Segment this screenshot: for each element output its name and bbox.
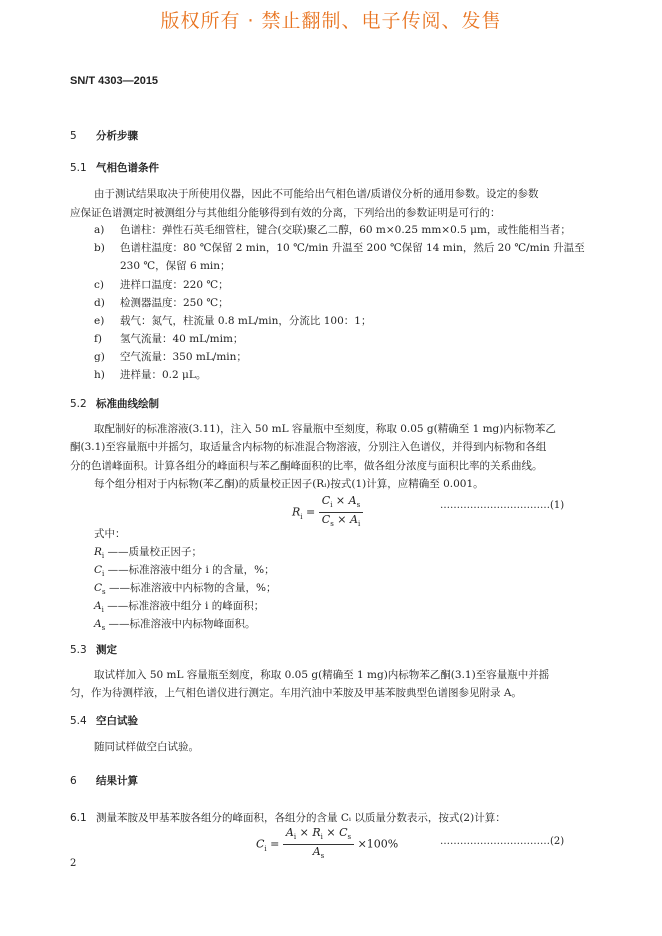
definition-line: $R_i$ ——质量校正因子；: [94, 546, 202, 561]
section-title: 气相色谱条件: [96, 162, 159, 174]
section-number: 5.4: [70, 715, 87, 727]
equation-number: ……………………………(2): [440, 836, 565, 847]
definition-line: $A_s$ ——标准溶液中内标物峰面积。: [94, 618, 256, 633]
definition-line: $C_i$ ——标准溶液中组分 i 的含量，%；: [94, 564, 275, 579]
section-5-3-heading: [70, 642, 117, 657]
section-title: 空白试验: [96, 715, 138, 727]
paragraph-line: 每个组分相对于内标物(苯乙酮)的质量校正因子(Rᵢ)按式(1)计算，应精确至 0.001。: [94, 478, 484, 490]
formula-tail: ×100%: [357, 837, 399, 851]
paragraph-line: 酮(3.1)至容量瓶中并摇匀，取适量含内标物的标准混合物溶液，分别注入色谱仪，并得到内标物和各组: [70, 441, 547, 453]
page-number: 2: [70, 858, 77, 869]
paragraph-line: 分的色谱峰面积。计算各组分的峰面积与苯乙酮峰面积的比率，做各组分浓度与面积比率的关系曲线。: [70, 460, 543, 472]
where-label: 式中：: [94, 528, 126, 540]
section-6-heading: [70, 773, 138, 788]
formula-1: $R_i$ = $\frac{C_i \times A_s}{C_s \times A_i}$: [292, 494, 363, 531]
list-item: b) 色谱柱温度：80 ℃保留 2 min，10 ℃/min 升温至 200 ℃保留 14 min，然后 20 ℃/min 升温至: [94, 242, 585, 254]
section-5-heading: [70, 128, 138, 143]
list-item: a) 色谱柱：弹性石英毛细管柱，键合(交联)聚乙二醇，60 m×0.25 mm×0.5 μm，或性能相当者；: [94, 224, 571, 236]
section-title: 结果计算: [96, 775, 138, 787]
section-title: 标准曲线绘制: [96, 398, 159, 410]
standard-number: SN/T 4303—2015: [70, 75, 159, 87]
list-item: g) 空气流量：350 mL/min；: [94, 351, 247, 363]
paragraph-text: 测量苯胺及甲基苯胺各组分的峰面积，各组分的含量 Cᵢ 以质量分数表示，按式(2)计算：: [96, 812, 506, 824]
section-number: 6.1: [70, 812, 87, 824]
section-number: 5: [70, 130, 77, 142]
section-number: 5.1: [70, 162, 87, 174]
section-5-2-heading: [70, 396, 159, 411]
definition-line: $A_i$ ——标准溶液中组分 i 的峰面积；: [94, 600, 265, 615]
paragraph-line: 随同试样做空白试验。: [94, 741, 199, 753]
section-number: 5.2: [70, 398, 87, 410]
formula-2: $C_i$ = $\frac{A_i \times R_i \times C_s}{A_s}$ ×100%: [256, 826, 399, 861]
paragraph-line: 取试样加入 50 mL 容量瓶至刻度，称取 0.05 g(精确至 1 mg)内标物苯乙酮(3.1)至容量瓶中并摇: [94, 669, 550, 681]
paragraph-line: 由于测试结果取决于所使用仪器，因此不可能给出气相色谱/质谱仪分析的通用参数。设定的参数: [94, 188, 539, 200]
list-item: d) 检测器温度：250 ℃；: [94, 297, 229, 309]
section-number: 6: [70, 775, 77, 787]
list-item: e) 载气：氮气，柱流量 0.8 mL/min，分流比 100：1；: [94, 315, 372, 327]
section-number: 5.3: [70, 644, 87, 656]
section-title: 测定: [96, 644, 117, 656]
paragraph-line: 取配制好的标准溶液(3.11)，注入 50 mL 容量瓶中至刻度，称取 0.05 g(精确至 1 mg)内标物苯乙: [94, 423, 556, 435]
list-item: f) 氢气流量：40 mL/mim；: [94, 333, 244, 345]
section-5-1-heading: [70, 160, 159, 175]
definition-line: $C_s$ ——标准溶液中内标物的含量，%；: [94, 582, 277, 597]
paragraph-line: 匀，作为待测样液，上气相色谱仪进行测定。车用汽油中苯胺及甲基苯胺典型色谱图参见附录 A。: [70, 687, 522, 699]
paragraph-line: 应保证色谱测定时被测组分与其他组分能够得到有效的分离，下列给出的参数证明是可行的：: [70, 207, 501, 219]
section-title: 分析步骤: [96, 130, 138, 142]
list-item: 230 ℃，保留 6 min；: [120, 260, 231, 272]
list-item: c) 进样口温度：220 ℃；: [94, 279, 229, 291]
section-6-1-line: [70, 810, 506, 825]
list-item: h) 进样量：0.2 μL。: [94, 369, 207, 381]
section-5-4-heading: [70, 713, 138, 728]
equation-number: ……………………………(1): [440, 500, 565, 511]
watermark-banner: 版权所有 · 禁止翻制、电子传阅、发售: [160, 10, 502, 32]
